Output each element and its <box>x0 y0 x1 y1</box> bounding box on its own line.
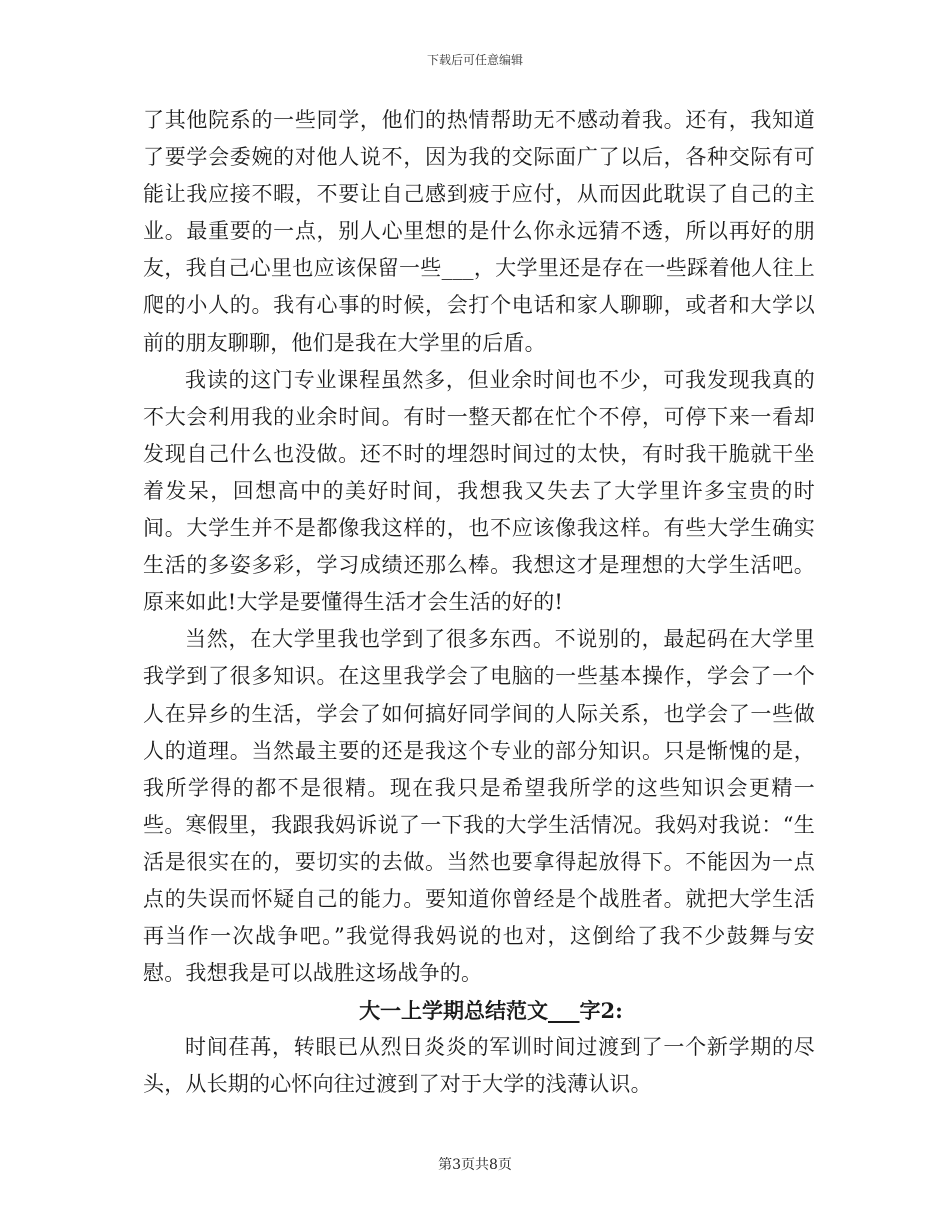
paragraph-closing: 时间荏苒，转眼已从烈日炎炎的军训时间过渡到了一个新学期的尽头，从长期的心怀向往过渡到了对于大学的浅薄认识。 <box>143 1035 815 1097</box>
document-body <box>143 102 815 1104</box>
page-header-note: 下载后可任意编辑 <box>426 53 523 67</box>
paragraph-continued: 了其他院系的一些同学，他们的热情帮助无不感动着我。还有，我知道了要学会委婉的对他人说不，因为我的交际面广了以后，各种交际有可能让我应接不暇，不要让自己感到疲于应付，从而因此耽误了自己的主业。最重要的一点，别人心里想的是什么你永远猜不透，所以再好的朋友，我自己心里也应该保留一些___，大学里还是存在一些踩着他人往上爬的小人的。我有心事的时候，会打个电话和家人聊聊，或者和大学以前的朋友聊聊，他们是我在大学里的后盾。 <box>143 108 815 355</box>
paragraph-learning: 当然，在大学里我也学到了很多东西。不说别的，最起码在大学里我学到了很多知识。在这里我学会了电脑的一些基本操作，学会了一个人在异乡的生活，学会了如何搞好同学间的人际关系，也学会了一些做人的道理。当然最主要的还是我这个专业的部分知识。只是惭愧的是，我所学得的都不是很精。现在我只是希望我所学的这些知识会更精一些。寒假里，我跟我妈诉说了一下我的大学生活情况。我妈对我说：“生活是很实在的，要切实的去做。当然也要拿得起放得下。不能因为一点点的失误而怀疑自己的能力。要知道你曾经是个战胜者。就把大学生活再当作一次战争吧。”我觉得我妈说的也对，这倒给了我不少鼓舞与安慰。我想我是可以战胜这场战争的。 <box>143 627 815 986</box>
paragraph-spare-time: 我读的这门专业课程虽然多，但业余时间也不少，可我发现我真的不大会利用我的业余时间。有时一整天都在忙个不停，可停下来一看却发现自己什么也没做。还不时的埋怨时间过的太快，有时我干脆就干坐着发呆，回想高中的美好时间，我想我又失去了大学里许多宝贵的时间。大学生并不是都像我这样的，也不应该像我这样。有些大学生确实生活的多姿多彩，学习成绩还那么棒。我想这才是理想的大学生活吧。原来如此!大学是要懂得生活才会生活的好的! <box>143 367 815 615</box>
page-number-footer: 第3页共8页 <box>438 1157 512 1173</box>
section-heading: 大一上学期总结范文___字2: <box>359 998 623 1024</box>
